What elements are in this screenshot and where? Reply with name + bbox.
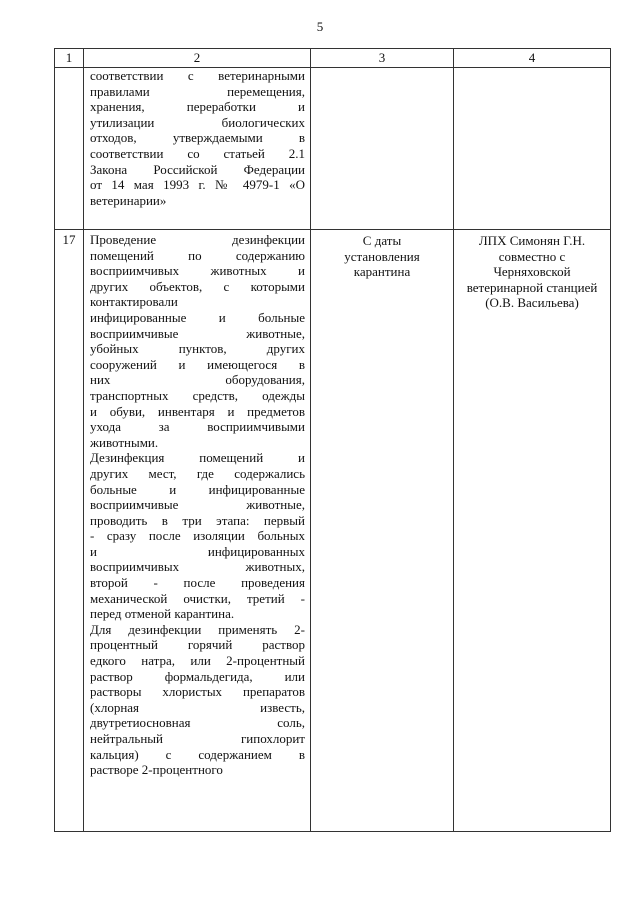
cell-text-line: и обуви, инвентаря и предметов (90, 403, 305, 419)
responsible-cell (454, 68, 611, 230)
cell-text-line: процентный горячий раствор (90, 637, 305, 653)
cell-text-line: ветеринарной станцией (466, 279, 598, 295)
cell-text-line: (О.В. Васильева) (485, 295, 579, 311)
cell-text-line: животными. (90, 434, 159, 450)
cell-text-line: от 14 мая 1993 г. № 4979-1 «О (90, 177, 305, 193)
cell-text-line: проводить в три этапа: первый (90, 512, 305, 528)
cell-text-line: Закона Российской Федерации (90, 161, 305, 177)
cell-text-line: соответствии со статьей 2.1 (90, 145, 305, 161)
cell-text-line: растворы хлористых препаратов (90, 684, 305, 700)
cell-text-line: контактировали (90, 294, 178, 310)
measure-cell (84, 68, 311, 230)
header-col-1: 1 (55, 49, 84, 68)
cell-text-line: второй - после проведения (90, 575, 305, 591)
cell-text-line: Черняховской (493, 264, 571, 280)
table-row (55, 230, 611, 832)
cell-text-line: едкого натра, или 2-процентный (90, 653, 305, 669)
cell-text-line: хранения, переработки и (90, 99, 305, 115)
cell-text-line: других мест, где содержались (90, 465, 305, 481)
cell-text-line: ветеринарии» (90, 192, 167, 208)
cell-text-line: утилизации биологических (90, 114, 305, 130)
cell-text-line: других объектов, с которыми (90, 278, 305, 294)
responsible-cell (454, 230, 611, 832)
cell-text-line: двутретиосновная соль, (90, 715, 305, 731)
cell-text-line: восприимчивые животные, (90, 497, 305, 513)
deadline-cell (311, 230, 454, 832)
cell-text-line: и инфицированных (90, 543, 305, 559)
cell-text-line: Проведение дезинфекции (90, 232, 305, 247)
header-col-2: 2 (84, 49, 311, 68)
cell-text-line: инфицированные и больные (90, 309, 305, 325)
measure-cell (84, 230, 311, 832)
cell-text-line: них оборудования, (90, 372, 305, 388)
cell-text-line: кальция) с содержанием в (90, 746, 305, 762)
cell-text-line: (хлорная известь, (90, 699, 305, 715)
cell-text-line: нейтральный гипохлорит (90, 731, 305, 746)
cell-text-line: соответствии с ветеринарными (90, 68, 305, 83)
header-col-3: 3 (311, 49, 454, 68)
cell-text-line: ЛПХ Симонян Г.Н. (478, 233, 586, 248)
cell-text-line: карантина (353, 264, 411, 280)
cell-text-line: механической очистки, третий - (90, 590, 305, 606)
row-number-cell (55, 68, 84, 230)
cell-text-line: восприимчивые животные, (90, 325, 305, 341)
page-number: 5 (316, 19, 324, 34)
cell-text-line: раствор формальдегида, или (90, 668, 305, 684)
cell-text-line: отходов, утверждаемыми в (90, 130, 305, 146)
measures-table (54, 48, 611, 832)
cell-text-line: больные и инфицированные (90, 481, 305, 497)
cell-text-line: транспортных средств, одежды (90, 387, 305, 403)
header-col-4: 4 (454, 49, 611, 68)
cell-text-line: Дезинфекция помещений и (90, 450, 305, 466)
cell-text-line: растворе 2-процентного (90, 762, 223, 778)
cell-text-line: перед отменой карантина. (90, 606, 235, 622)
table-header-row (55, 49, 611, 68)
cell-text-line: совместно с (498, 248, 566, 264)
row-number-cell: 17 (55, 230, 84, 832)
cell-text-line: убойных пунктов, других (90, 341, 305, 357)
cell-text-line: Для дезинфекции применять 2- (90, 621, 305, 637)
cell-text-line: восприимчивых животных и (90, 263, 305, 279)
cell-text-line: правилами перемещения, (90, 83, 305, 99)
cell-text-line: восприимчивых животных, (90, 559, 305, 575)
cell-text-line: ухода за восприимчивыми (90, 419, 305, 435)
cell-text-line: С даты (362, 233, 402, 248)
cell-text-line: помещений по содержанию (90, 247, 305, 263)
deadline-cell (311, 68, 454, 230)
cell-text-line: - сразу после изоляции больных (90, 528, 305, 544)
cell-text-line: сооружений и имеющегося в (90, 356, 305, 372)
table-row (55, 68, 611, 230)
cell-text-line: установления (344, 248, 420, 264)
